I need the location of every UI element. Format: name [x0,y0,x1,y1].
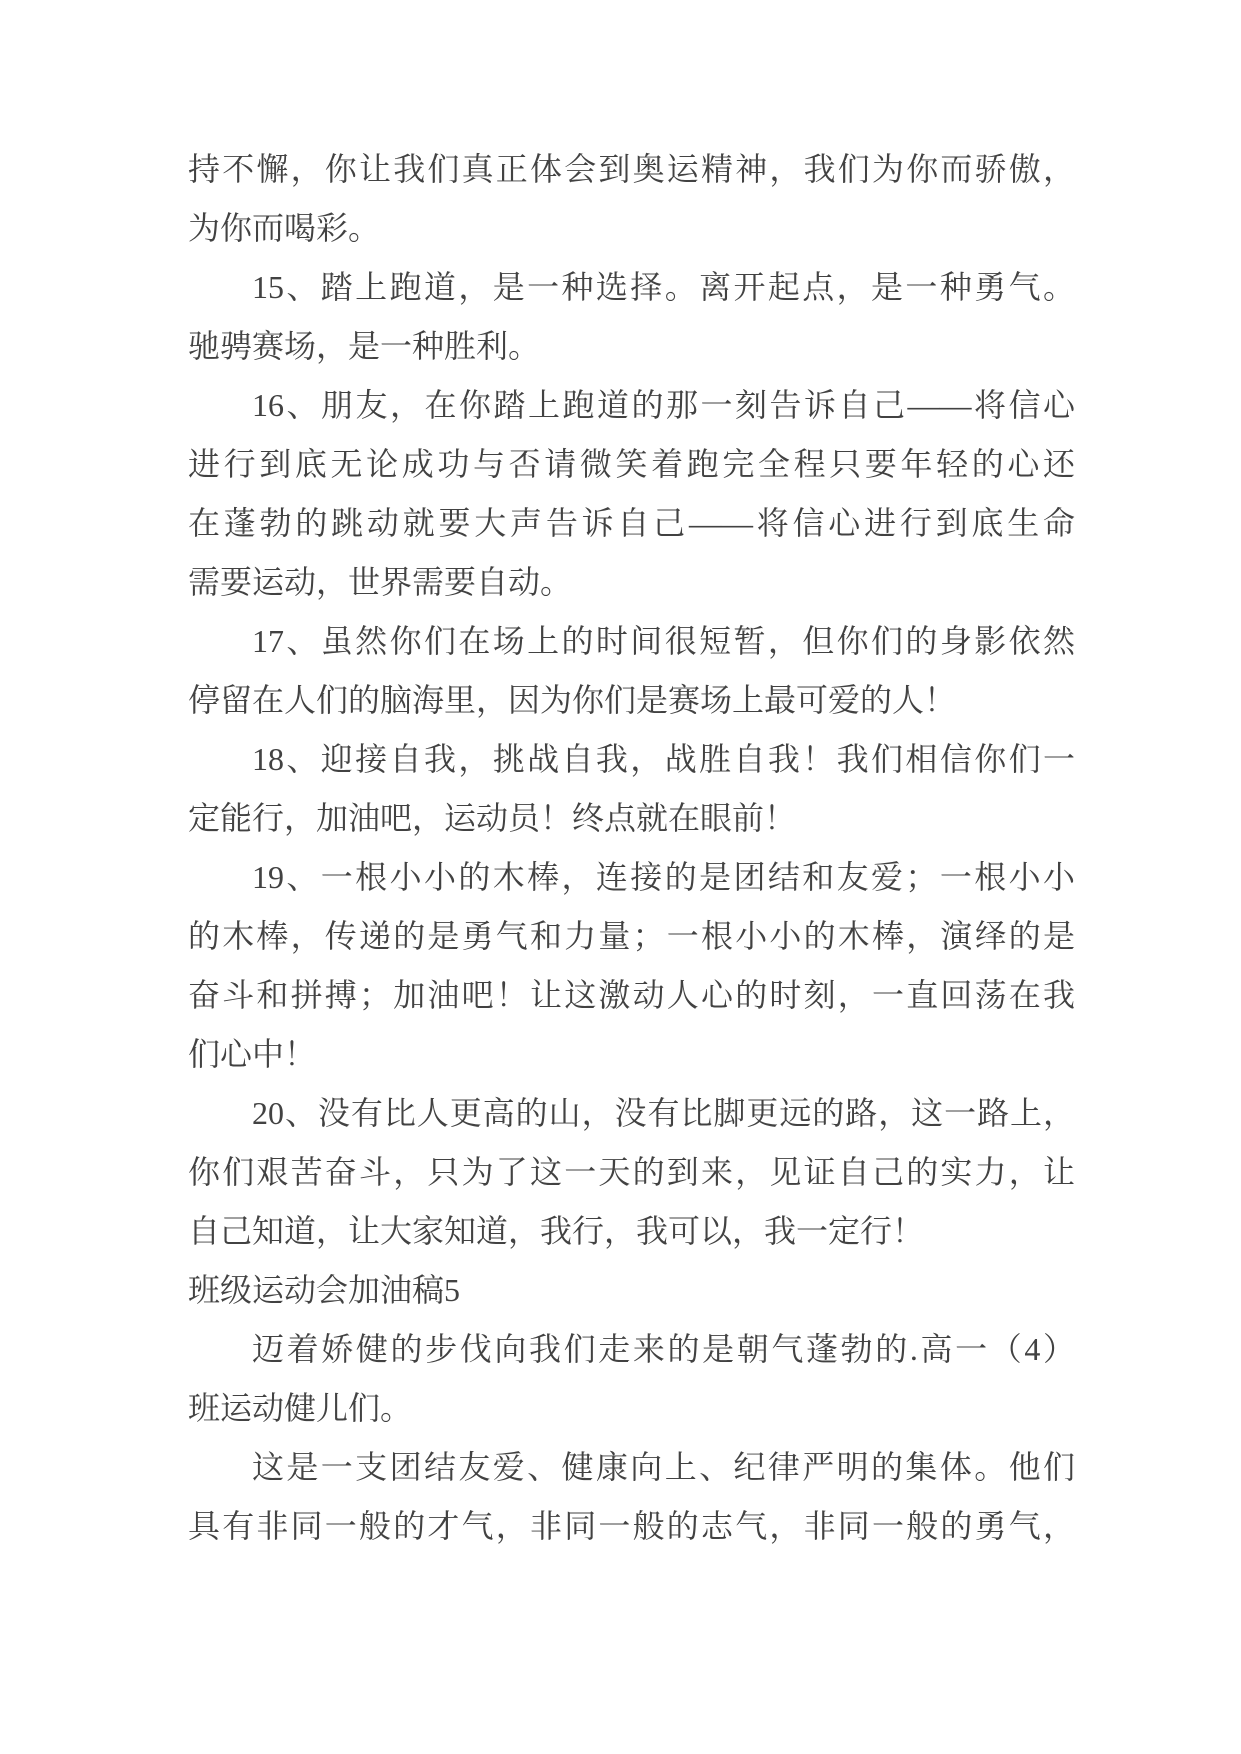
text-line: 18、迎接自我，挑战自我，战胜自我！我们相信你们一 [252,741,1075,777]
text-line: 为你而喝彩。 [188,210,381,246]
text-line: 在蓬勃的跳动就要大声告诉自己——将信心进行到底生命 [188,505,1075,541]
text-line: 自己知道，让大家知道，我行，我可以，我一定行！ [188,1213,925,1249]
text-line: 奋斗和拼搏；加油吧！让这激动人心的时刻，一直回荡在我 [188,977,1075,1013]
text-line: 这是一支团结友爱、健康向上、纪律严明的集体。他们 [252,1449,1075,1485]
text-line: 需要运动，世界需要自动。 [188,564,573,600]
text-line: 15、踏上跑道，是一种选择。离开起点，是一种勇气。 [252,269,1075,305]
text-line: 驰骋赛场，是一种胜利。 [188,328,541,364]
text-line: 定能行，加油吧，运动员！终点就在眼前！ [188,800,797,836]
text-line: 停留在人们的脑海里，因为你们是赛场上最可爱的人！ [188,682,957,718]
text-line: 具有非同一般的才气，非同一般的志气，非同一般的勇气， [188,1508,1075,1544]
text-line: 17、虽然你们在场上的时间很短暂，但你们的身影依然 [252,623,1075,659]
text-line: 们心中！ [188,1036,317,1072]
text-line: 20、没有比人更高的山，没有比脚更远的路，这一路上， [252,1095,1075,1131]
text-line: 16、朋友，在你踏上跑道的那一刻告诉自己——将信心 [252,387,1075,423]
text-line: 持不懈，你让我们真正体会到奥运精神，我们为你而骄傲， [188,151,1075,187]
section-heading: 班级运动会加油稿5 [188,1272,461,1308]
text-line: 进行到底无论成功与否请微笑着跑完全程只要年轻的心还 [188,446,1075,482]
text-line: 迈着娇健的步伐向我们走来的是朝气蓬勃的.高一（4） [252,1331,1075,1367]
text-line: 的木棒，传递的是勇气和力量；一根小小的木棒，演绎的是 [188,918,1075,954]
text-line: 19、一根小小的木棒，连接的是团结和友爱；一根小小 [252,859,1075,895]
text-line: 班运动健儿们。 [188,1390,413,1426]
text-line: 你们艰苦奋斗，只为了这一天的到来，见证自己的实力，让 [188,1154,1075,1190]
